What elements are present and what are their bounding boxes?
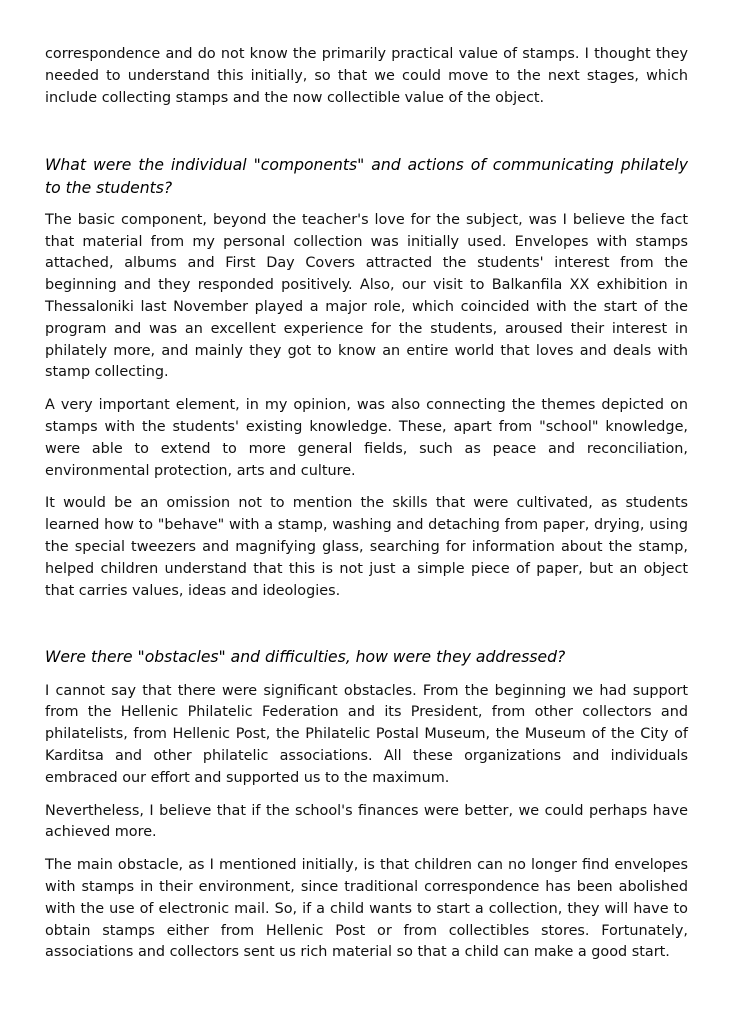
paragraph-skills: It would be an omission not to mention the skills that were cultivated, as students learned how to "behave" with a stamp, washing and detaching from paper, drying, using the special tweezers and magnifying glass, searching for information about the stamp, helped children understand that this is not just a simple piece of paper, but an object that carries values, ideas and ideologies. xyxy=(45,495,688,599)
paragraph-basic-component: The basic component, beyond the teacher's love for the subject, was I believe the fact that material from my personal collection was initially used. Envelopes with stamps attached, albums and First Day Covers attracted the students' interest from the beginning and they responded positively. Also, our visit to Balkanfila XX exhibition in Thessaloniki last November played a major role, which coincided with the start of the program and was an excellent experience for the students, aroused their interest in philately more, and mainly they got to know an entire world that loves and deals with stamp collecting. xyxy=(45,211,688,381)
document-page xyxy=(45,44,688,964)
intro-paragraph: correspondence and do not know the primarily practical value of stamps. I thought they needed to understand this initially, so that we could move to the next stages, which include collecting stamps and the now collectible value of the object. xyxy=(45,46,688,106)
section-heading-obstacles: Were there "obstacles" and difficulties, how were they addressed? xyxy=(45,648,566,667)
paragraph-main-obstacle: The main obstacle, as I mentioned initially, is that children can no longer find envelopes with stamps in their environment, since traditional correspondence has been abolished with the use of electronic mail. So, if a child wants to start a collection, they will have to obtain stamps either from Hellenic Post or from collectibles stores. Fortunately, associations and collectors sent us rich material so that a child can make a good start. xyxy=(45,857,688,961)
paragraph-finances: Nevertheless, I believe that if the school's finances were better, we could perhaps have achieved more. xyxy=(45,802,688,841)
section-heading-components: What were the individual "components" and actions of communicating philately to the students? xyxy=(45,156,688,197)
paragraph-support: I cannot say that there were significant obstacles. From the beginning we had support from the Hellenic Philatelic Federation and its President, from other collectors and philatelists, from Hellenic Post, the Philatelic Postal Museum, the Museum of the City of Karditsa and other philatelic associations. All these organizations and individuals embraced our effort and supported us to the maximum. xyxy=(45,682,688,786)
paragraph-important-element: A very important element, in my opinion, was also connecting the themes depicted on stamps with the students' existing knowledge. These, apart from "school" knowledge, were able to extend to more general fields, such as peace and reconciliation, environmental protection, arts and culture. xyxy=(45,397,688,479)
